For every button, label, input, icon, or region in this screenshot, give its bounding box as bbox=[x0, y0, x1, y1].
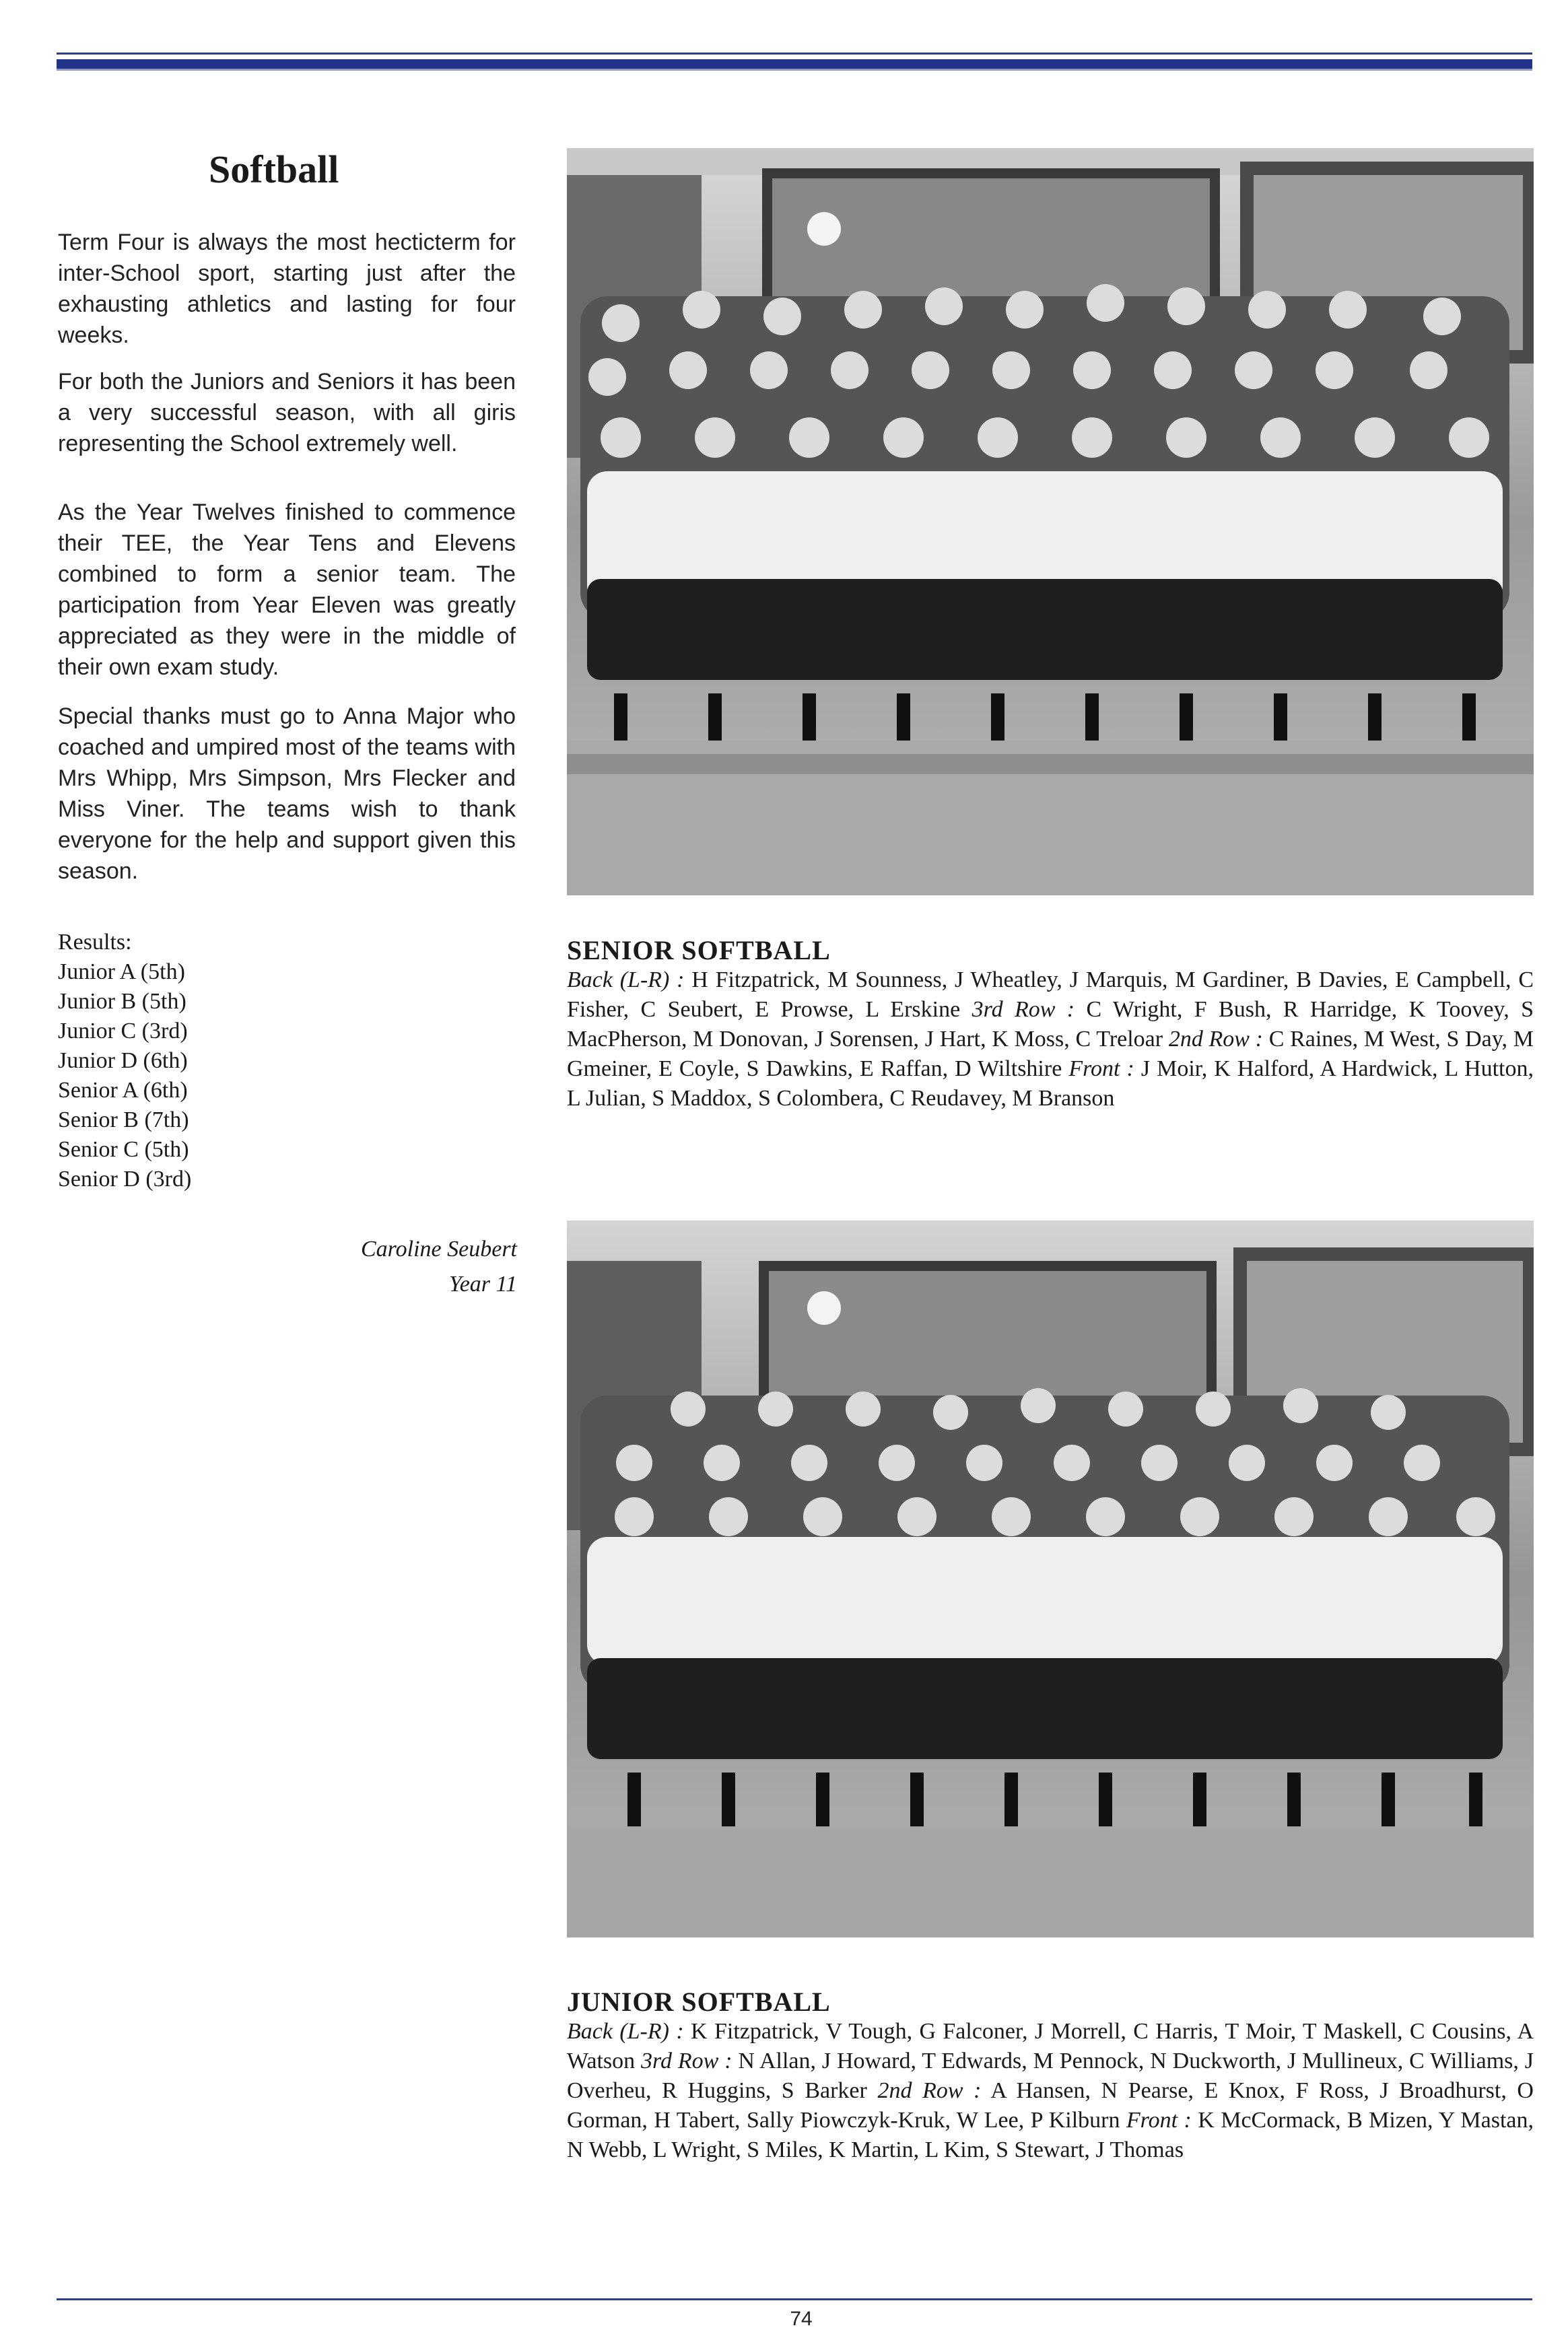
result-item: Senior B (7th) bbox=[58, 1107, 189, 1132]
senior-photo-graphic bbox=[567, 148, 1534, 895]
bottom-rule bbox=[57, 2298, 1532, 2300]
article-paragraph-2: For both the Juniors and Seniors it has been a very successful season, with all giris representing the School extremely well. bbox=[58, 369, 516, 456]
results-heading: Results: bbox=[58, 930, 132, 955]
article-paragraph-1: Term Four is always the most hecticterm for inter-School sport, starting just after the exhausting athletics and lasting for four weeks. bbox=[58, 230, 516, 348]
result-item: Junior A (5th) bbox=[58, 959, 185, 984]
result-item: Junior C (3rd) bbox=[58, 1019, 188, 1043]
author-name: Caroline Seubert bbox=[361, 1237, 517, 1262]
junior-team-photo bbox=[567, 1221, 1534, 1937]
junior-names bbox=[567, 2017, 1534, 2165]
page-number: 74 bbox=[790, 2308, 813, 2330]
junior-row-label: 2nd Row : bbox=[877, 2078, 982, 2103]
result-item: Junior B (5th) bbox=[58, 989, 186, 1014]
senior-names bbox=[567, 965, 1534, 1113]
senior-row-label: 2nd Row : bbox=[1168, 1027, 1263, 1052]
senior-team-photo bbox=[567, 148, 1534, 895]
senior-row-label: Front : bbox=[1068, 1056, 1134, 1081]
result-item: Junior D (6th) bbox=[58, 1048, 188, 1073]
results-list bbox=[58, 957, 327, 1194]
author-block bbox=[242, 1232, 517, 1302]
junior-caption bbox=[567, 1987, 1534, 2165]
senior-row-names: H Fitzpatrick, M Sounness, J Wheatley, J Marquis, M Gardiner, B Davies, E Campbell, C Fisher, C Seubert, E Prowse, L Erskine bbox=[567, 967, 1534, 1022]
junior-row-label: Back (L-R) : bbox=[567, 2019, 684, 2044]
junior-row-label: 3rd Row : bbox=[641, 2049, 732, 2073]
junior-row-names: A Hansen, N Pearse, E Knox, F Ross, J Broadhurst, O Gorman, H Tabert, Sally Piowczyk-Kruk, W Lee, P Kilburn bbox=[567, 2078, 1534, 2133]
senior-row-names: C Raines, M West, S Day, M Gmeiner, E Coyle, S Dawkins, E Raffan, D Wiltshire bbox=[567, 1027, 1534, 1081]
article-paragraph-4: Special thanks must go to Anna Major who coached and umpired most of the teams with Mrs Whipp, Mrs Simpson, Mrs Flecker and Miss Viner. The teams wish to thank everyone for the help and support given this season. bbox=[58, 703, 516, 884]
senior-row-names: C Wright, F Bush, R Harridge, K Toovey, S MacPherson, M Donovan, J Sorensen, J Hart, K Moss, C Treloar bbox=[567, 997, 1534, 1052]
junior-photo-graphic bbox=[567, 1221, 1534, 1937]
page-title: Softball bbox=[209, 147, 339, 191]
senior-caption bbox=[567, 936, 1534, 1113]
top-rule-thin bbox=[57, 53, 1532, 55]
senior-heading: SENIOR SOFTBALL bbox=[567, 935, 831, 965]
result-item: Senior A (6th) bbox=[58, 1078, 188, 1103]
junior-row-names: K McCormack, B Mizen, Y Mastan, N Webb, L Wright, S Miles, K Martin, L Kim, S Stewart, J Thomas bbox=[567, 2108, 1534, 2162]
senior-row-names: J Moir, K Halford, A Hardwick, L Hutton, L Julian, S Maddox, S Colombera, C Reudavey, M Branson bbox=[567, 1056, 1534, 1111]
junior-heading: JUNIOR SOFTBALL bbox=[567, 1987, 831, 2017]
senior-row-label: 3rd Row : bbox=[972, 997, 1075, 1022]
article-paragraph-3: As the Year Twelves finished to commence their TEE, the Year Tens and Elevens combined to form a senior team. The participation from Year Eleven was greatly appreciated as they were in the middle of their own exam study. bbox=[58, 500, 516, 680]
top-rule-shadow bbox=[57, 69, 1532, 71]
junior-row-names: K Fitzpatrick, V Tough, G Falconer, J Morrell, C Harris, T Moir, T Maskell, C Cousins, A Watson bbox=[567, 2019, 1534, 2073]
junior-row-names: N Allan, J Howard, T Edwards, M Pennock, N Duckworth, J Mullineux, C Williams, J Overheu, R Huggins, S Barker bbox=[567, 2049, 1534, 2103]
result-item: Senior C (5th) bbox=[58, 1137, 189, 1162]
junior-row-label: Front : bbox=[1126, 2108, 1192, 2133]
top-rule-thick bbox=[57, 59, 1532, 69]
result-item: Senior D (3rd) bbox=[58, 1167, 192, 1192]
results-block bbox=[58, 928, 327, 1194]
author-year: Year 11 bbox=[448, 1272, 517, 1297]
senior-row-label: Back (L-R) : bbox=[567, 967, 685, 992]
